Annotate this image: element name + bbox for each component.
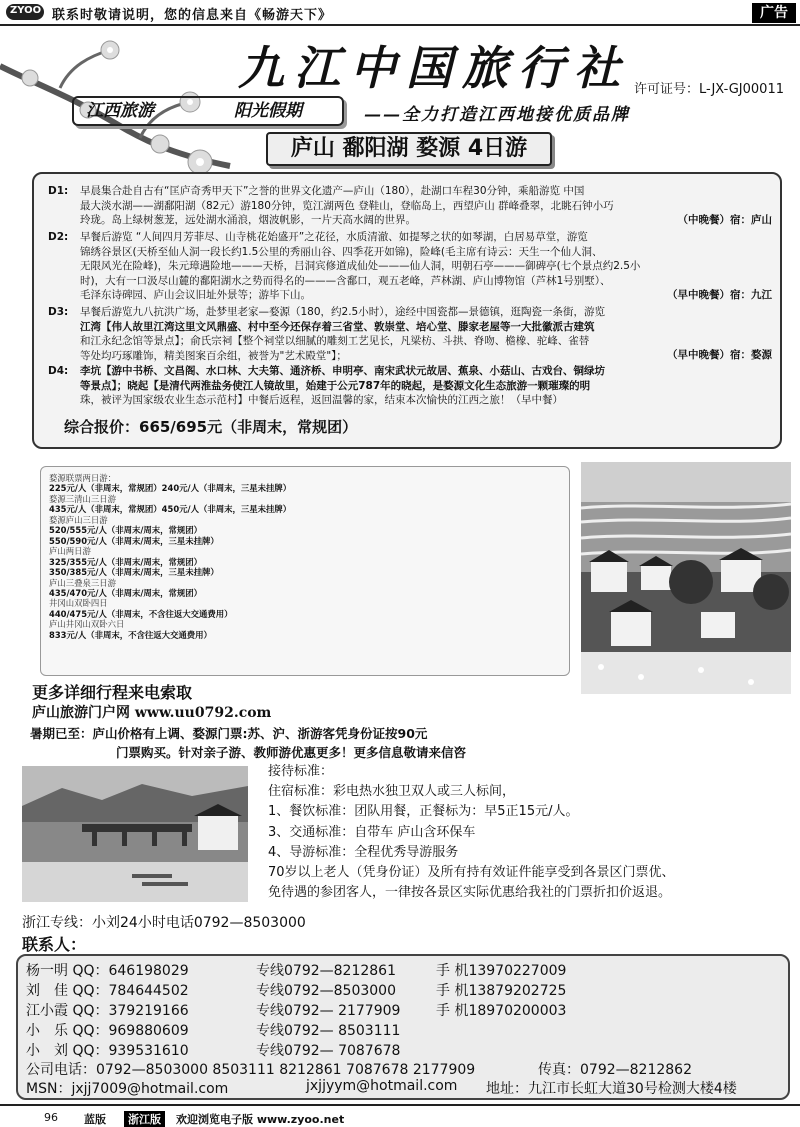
- tour-price: 435/470元/人（非周末/周末，常规团）: [49, 587, 203, 598]
- combined-price: 综合报价：665/695元（非周末，常规团）: [64, 418, 358, 436]
- zhejiang-hotline: 浙江专线：小刘24小时电话0792—8503000: [22, 915, 306, 931]
- day-line: 江湾【伟人故里江湾这里文风鼎盛、村中至今还保存着三省堂、敦崇堂、培心堂、滕家老屋等一大批徽派古建筑: [80, 320, 595, 333]
- contact-name: 江小霞 QQ：379219166: [26, 1003, 189, 1019]
- page-number: 96: [44, 1111, 58, 1124]
- license-number: 许可证号：L-JX-GJ00011: [634, 82, 784, 97]
- slogan-right: 阳光假期: [234, 101, 302, 121]
- footer-text: 欢迎浏览电子版 www.zyoo.net: [176, 1113, 345, 1126]
- contact-mobile: 手 机13970227009: [436, 963, 567, 979]
- day-3: [48, 305, 770, 365]
- day-line: 早餐后游览九八抗洪广场，赴梦里老家—婺源（180，约2.5小时），途经中国瓷都—景德镇，逛陶瓷一条街，游览: [80, 306, 605, 318]
- msn-account[interactable]: MSN：jxjj7009@hotmail.com: [26, 1081, 229, 1097]
- day-meal: （早中晚餐）宿：婺源: [667, 349, 772, 361]
- top-banner: [0, 0, 800, 26]
- day-text: [80, 184, 770, 228]
- day-line: 和江永纪念馆等景点】；俞氏宗祠【整个祠堂以细腻的雕刻工艺见长，凡梁枋、斗拱、脊吻、檐橡、驼峰、雀替: [80, 335, 590, 347]
- contact-line: 专线0792—8212861: [256, 963, 396, 979]
- standard-line: 1、餐饮标准：团队用餐，正餐标为：早5正15元/人。: [268, 804, 579, 820]
- day-label: D1:: [48, 185, 69, 197]
- tour-name: 井冈山双卧四日: [49, 598, 108, 609]
- contact-line: 专线0792— 8503111: [256, 1023, 401, 1039]
- contact-line: 专线0792— 7087678: [256, 1043, 401, 1059]
- slogan-box: [72, 96, 344, 126]
- day-text: [80, 364, 770, 408]
- contact-line: 专线0792—8503000: [256, 983, 396, 999]
- tour-price: 225元/人（非周末，常规团）240元/人（非周末，三星未挂牌）: [49, 483, 292, 494]
- source-notice: 联系时敬请说明，您的信息来自《畅游天下》: [52, 8, 333, 23]
- tour-price: 833元/人（非周末，不含往返大交通费用）: [49, 629, 212, 640]
- day-meal: （早中晚餐）宿：九江: [667, 289, 772, 301]
- tour-price: 325/355元/人（非周末/周末，常规团）: [49, 556, 203, 567]
- day-label: D3:: [48, 306, 69, 318]
- standard-line: 4、导游标准：全程优秀导游服务: [268, 844, 459, 860]
- more-info-title: 更多详细行程来电索取: [32, 683, 193, 702]
- contact-name: 小 刘 QQ：939531610: [26, 1043, 189, 1059]
- standard-line: 住宿标准：彩电热水独卫双人或三人标间，: [268, 784, 516, 800]
- agency-title: 九江中国旅行社: [238, 41, 630, 95]
- contact-name: 小 乐 QQ：969880609: [26, 1023, 189, 1039]
- tour-name: 庐山两日游: [49, 546, 91, 557]
- day-line: 早餐后游览 “人间四月芳菲尽、山寺桃花始盛开”之花径，水质清澈、如提琴之状的如琴湖，白居易草堂，游览: [80, 231, 588, 243]
- tour-name: 庐山三叠泉三日游: [49, 577, 116, 588]
- day-line: 珠，被评为国家级农业生态示范村】中餐后返程，返回温馨的家，结束本次愉快的江西之旅！（早中餐）: [80, 394, 563, 406]
- river-bridge-photo: [22, 766, 248, 902]
- day-line: 毛泽东诗碑园、庐山会议旧址外景等；游毕下山。: [80, 289, 311, 301]
- tour-price: 350/385元/人（非周末/周末，三星未挂牌）: [49, 567, 219, 578]
- msn-account[interactable]: jxjjyym@hotmail.com: [306, 1078, 458, 1094]
- contacts-label: 联系人：: [22, 935, 87, 954]
- contact-mobile: 手 机18970200003: [436, 1003, 567, 1019]
- day-meal: （中晚餐）宿：庐山: [677, 214, 772, 226]
- slogan-left: 江西旅游: [86, 101, 154, 121]
- summer-notice: [30, 724, 590, 762]
- office-address: 地址：九江市长虹大道30号检测大楼4楼: [486, 1081, 737, 1097]
- magazine-logo: [6, 4, 44, 20]
- day-line: 无限风光在险峰)，朱元璋遇险地———天桥，吕洞宾修道成仙处———仙人洞，明朝石亭———御碑亭(七个景点约2.5小: [80, 260, 641, 272]
- standard-line: 70岁以上老人（凭身份证）及所有持有效证件能享受到各景区门票优、: [268, 865, 675, 881]
- day-label: D2:: [48, 231, 69, 243]
- day-line: 等景点】；晓起【是清代两淮盐务使江人镜故里，始建于公元787年的晓起，是婺源文化生态旅游一颗璀璨的明: [80, 379, 591, 392]
- tour-name: 婺源三清山三日游: [49, 493, 116, 504]
- standards-title: 接待标准：: [268, 764, 334, 779]
- contact-name: 杨一明 QQ：646198029: [26, 963, 189, 979]
- portal-link[interactable]: 庐山旅游门户网 www.uu0792.com: [32, 705, 272, 721]
- route-title: 庐山 鄱阳湖 婺源 4日游: [266, 132, 552, 166]
- day-line: 时)，大有一口汲尽山麓的鄱阳湖水之势而得名的———含鄱口，观五老峰，芦林湖、庐山博物馆（芦林1号别墅）、: [80, 274, 611, 287]
- day-line: 锦绣谷景区(天桥至仙人洞一段长约1.5公里的秀丽山谷、四季花开如锦)，险峰(毛主席有诗云：天生一个仙人洞、: [80, 245, 603, 258]
- fax-number: 传真：0792—8212862: [538, 1062, 692, 1078]
- tour-price: 550/590元/人（非周末/周末，三星未挂牌）: [49, 535, 219, 546]
- company-phone: 公司电话：0792—8503000 8503111 8212861 7087678 2177909: [26, 1062, 476, 1078]
- day-2: [48, 230, 770, 304]
- edition-label: 蓝版: [84, 1113, 106, 1126]
- contact-box: [16, 954, 790, 1100]
- summer-line: 门票购买。针对亲子游、教师游优惠更多！更多信息敬请来信咨: [116, 745, 467, 760]
- day-line: 玲珑。岛上绿树葱茏，远处湖水涌浪，烟波帆影，一片天高水阔的世界。: [80, 214, 416, 226]
- day-line: 等处均巧琢雕饰，精美图案百余组，被誉为"艺术殿堂"】；: [80, 349, 347, 362]
- day-4: [48, 364, 770, 410]
- ad-badge: 广告: [752, 3, 796, 23]
- wuyuan-village-photo: [581, 462, 791, 694]
- contact-mobile: 手 机13879202725: [436, 983, 567, 999]
- tour-price: 435元/人（非周末，常规团）450元/人（非周末，三星未挂牌）: [49, 504, 292, 515]
- summer-line: 暑期已至：庐山价格有上调、婺源门票:苏、沪、浙游客凭身份证按90元: [30, 726, 428, 741]
- page-footer: [0, 1104, 800, 1127]
- day-label: D4:: [48, 365, 69, 377]
- logo-text: ZYOO: [10, 5, 42, 16]
- standard-line: 免待遇的参团客人，一律按各景区实际优惠给我社的门票折扣价返退。: [268, 885, 672, 901]
- tour-name: 婺源联票两日游：: [49, 473, 116, 483]
- day-line: 李坑【游中书桥、文昌阁、水口林、大夫第、通济桥、申明亭、南宋武状元故居、蕉泉、小菇山、古戏台、铜绿坊: [80, 365, 605, 377]
- tour-name: 庐山井冈山双卧六日: [49, 619, 125, 630]
- day-line: 最大淡水湖——湖鄱阳湖（82元）游180分钟，览江湖两色 登鞋山，登临岛上，西望庐山 群峰叠翠，北眺石钟小巧: [80, 199, 614, 212]
- tour-price: 520/555元/人（非周末/周末，常规团）: [49, 525, 203, 536]
- itinerary-panel: [32, 172, 782, 449]
- contact-line: 专线0792— 2177909: [256, 1003, 401, 1019]
- contact-name: 刘 佳 QQ：784644502: [26, 983, 189, 999]
- service-standards: [268, 762, 788, 903]
- tour-price: 440/475元/人（非周末，不含往返大交通费用）: [49, 608, 233, 619]
- standard-line: 3、交通标准：自带车 庐山含环保车: [268, 824, 476, 840]
- tagline: ——全力打造江西地接优质品牌: [364, 105, 630, 125]
- price-list: [40, 466, 570, 676]
- region-tag: 浙江版: [124, 1111, 165, 1127]
- day-line: 早晨集合赴自古有“匡庐奇秀甲天下”之誉的世界文化遗产—庐山（180），赴湖口车程30分钟，乘船游览 中国: [80, 185, 585, 197]
- day-1: [48, 184, 770, 228]
- tour-name: 婺源庐山三日游: [49, 514, 108, 525]
